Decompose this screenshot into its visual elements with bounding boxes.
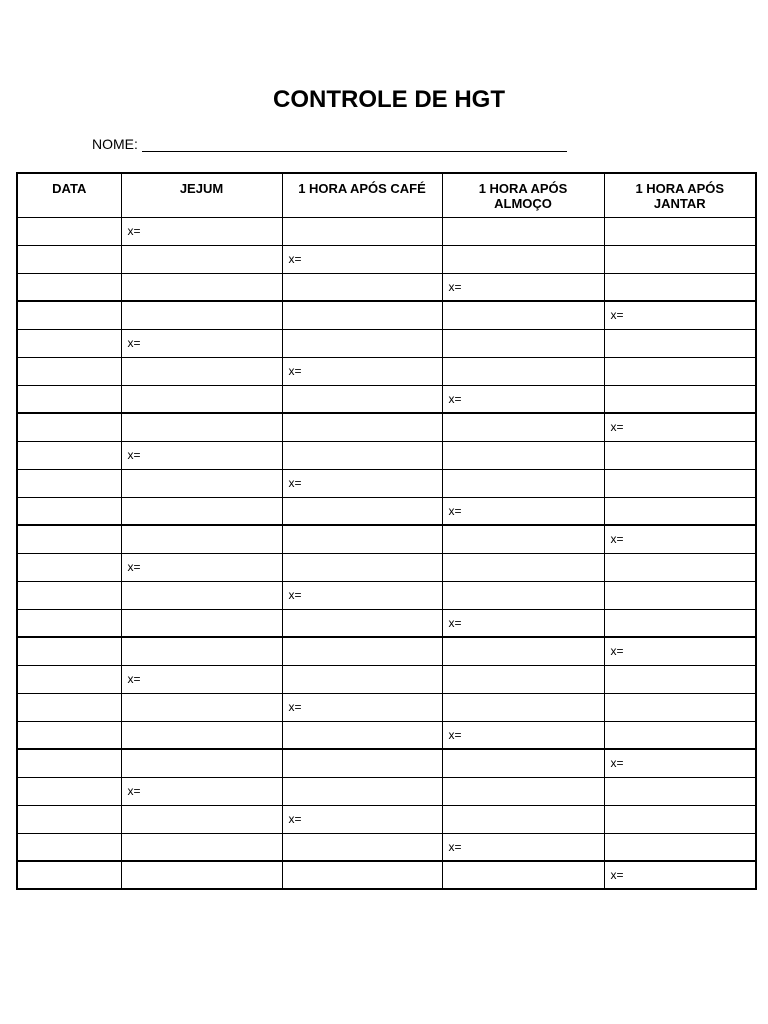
cell-jejum[interactable] [121, 861, 282, 889]
cell-apos-cafe[interactable] [282, 301, 442, 329]
table-row [17, 721, 756, 749]
cell-apos-almoco[interactable] [442, 805, 604, 833]
cell-apos-cafe[interactable] [282, 609, 442, 637]
cell-apos-almoco[interactable] [442, 749, 604, 777]
cell-jejum[interactable] [121, 497, 282, 525]
cell-data[interactable] [17, 861, 121, 889]
page-title: CONTROLE DE HGT [273, 86, 505, 113]
header-apos-cafe: 1 HORA APÓS CAFÉ [282, 173, 442, 217]
cell-jejum[interactable]: x= [121, 777, 282, 805]
cell-apos-jantar[interactable] [604, 385, 756, 413]
cell-jejum[interactable] [121, 525, 282, 553]
table-row [17, 301, 756, 329]
cell-apos-almoco[interactable] [442, 553, 604, 581]
cell-apos-cafe[interactable] [282, 665, 442, 693]
table-row [17, 525, 756, 553]
cell-apos-cafe[interactable] [282, 413, 442, 441]
cell-jejum[interactable] [121, 581, 282, 609]
cell-data[interactable] [17, 581, 121, 609]
cell-apos-jantar[interactable] [604, 273, 756, 301]
cell-data[interactable] [17, 637, 121, 665]
cell-data[interactable] [17, 805, 121, 833]
cell-apos-jantar[interactable] [604, 245, 756, 273]
cell-apos-jantar[interactable]: x= [604, 749, 756, 777]
cell-jejum[interactable]: x= [121, 441, 282, 469]
cell-apos-cafe[interactable] [282, 385, 442, 413]
cell-apos-almoco[interactable]: x= [442, 721, 604, 749]
cell-data[interactable] [17, 525, 121, 553]
cell-apos-jantar[interactable] [604, 609, 756, 637]
cell-data[interactable] [17, 469, 121, 497]
header-apos-almoco: 1 HORA APÓS ALMOÇO [442, 173, 604, 217]
cell-jejum[interactable] [121, 805, 282, 833]
cell-apos-jantar[interactable] [604, 441, 756, 469]
cell-jejum[interactable] [121, 637, 282, 665]
cell-data[interactable] [17, 301, 121, 329]
table-row [17, 413, 756, 441]
cell-apos-jantar[interactable] [604, 553, 756, 581]
table-row [17, 245, 756, 273]
cell-jejum[interactable] [121, 357, 282, 385]
name-field[interactable] [92, 136, 567, 152]
cell-apos-cafe[interactable] [282, 637, 442, 665]
table-row [17, 665, 756, 693]
cell-apos-almoco[interactable] [442, 301, 604, 329]
hgt-table [16, 172, 757, 890]
cell-jejum[interactable] [121, 413, 282, 441]
cell-jejum[interactable] [121, 749, 282, 777]
cell-apos-jantar[interactable]: x= [604, 525, 756, 553]
cell-apos-almoco[interactable]: x= [442, 833, 604, 861]
cell-apos-cafe[interactable] [282, 553, 442, 581]
cell-data[interactable] [17, 441, 121, 469]
table-row [17, 329, 756, 357]
cell-apos-almoco[interactable] [442, 469, 604, 497]
cell-apos-cafe[interactable] [282, 497, 442, 525]
cell-apos-cafe[interactable]: x= [282, 469, 442, 497]
cell-apos-almoco[interactable]: x= [442, 609, 604, 637]
table-row [17, 357, 756, 385]
cell-apos-jantar[interactable]: x= [604, 861, 756, 889]
cell-apos-cafe[interactable] [282, 749, 442, 777]
cell-jejum[interactable]: x= [121, 665, 282, 693]
table-row [17, 217, 756, 245]
cell-apos-jantar[interactable] [604, 497, 756, 525]
table-row [17, 553, 756, 581]
cell-apos-cafe[interactable]: x= [282, 581, 442, 609]
cell-apos-cafe[interactable] [282, 217, 442, 245]
cell-data[interactable] [17, 273, 121, 301]
table-row [17, 749, 756, 777]
cell-apos-jantar[interactable] [604, 805, 756, 833]
cell-apos-almoco[interactable]: x= [442, 497, 604, 525]
cell-apos-cafe[interactable] [282, 525, 442, 553]
cell-apos-cafe[interactable] [282, 441, 442, 469]
cell-apos-cafe[interactable] [282, 777, 442, 805]
table-row [17, 861, 756, 889]
cell-apos-jantar[interactable]: x= [604, 301, 756, 329]
cell-apos-almoco[interactable] [442, 777, 604, 805]
cell-apos-jantar[interactable] [604, 721, 756, 749]
cell-data[interactable] [17, 497, 121, 525]
cell-apos-cafe[interactable] [282, 861, 442, 889]
cell-apos-almoco[interactable] [442, 637, 604, 665]
header-apos-jantar: 1 HORA APÓS JANTAR [604, 173, 756, 217]
cell-jejum[interactable]: x= [121, 329, 282, 357]
table-row [17, 805, 756, 833]
cell-jejum[interactable] [121, 245, 282, 273]
cell-jejum[interactable] [121, 273, 282, 301]
table-row [17, 581, 756, 609]
table-row [17, 637, 756, 665]
cell-apos-almoco[interactable] [442, 357, 604, 385]
cell-apos-cafe[interactable] [282, 329, 442, 357]
cell-apos-cafe[interactable]: x= [282, 805, 442, 833]
table-row [17, 469, 756, 497]
cell-jejum[interactable] [121, 609, 282, 637]
cell-jejum[interactable] [121, 385, 282, 413]
cell-data[interactable] [17, 357, 121, 385]
cell-apos-almoco[interactable] [442, 441, 604, 469]
cell-jejum[interactable]: x= [121, 217, 282, 245]
name-label: NOME: [92, 136, 138, 152]
name-underline[interactable] [142, 137, 567, 152]
cell-data[interactable] [17, 749, 121, 777]
cell-data[interactable] [17, 385, 121, 413]
cell-apos-almoco[interactable]: x= [442, 273, 604, 301]
table-row [17, 385, 756, 413]
cell-data[interactable] [17, 665, 121, 693]
cell-data[interactable] [17, 833, 121, 861]
cell-apos-almoco[interactable] [442, 245, 604, 273]
cell-apos-cafe[interactable]: x= [282, 693, 442, 721]
cell-apos-cafe[interactable] [282, 833, 442, 861]
cell-data[interactable] [17, 217, 121, 245]
cell-apos-jantar[interactable] [604, 217, 756, 245]
cell-apos-jantar[interactable]: x= [604, 637, 756, 665]
cell-apos-almoco[interactable] [442, 217, 604, 245]
header-row [17, 173, 756, 217]
cell-data[interactable] [17, 609, 121, 637]
cell-jejum[interactable] [121, 693, 282, 721]
cell-apos-jantar[interactable] [604, 693, 756, 721]
cell-jejum[interactable] [121, 833, 282, 861]
cell-apos-almoco[interactable] [442, 861, 604, 889]
cell-apos-jantar[interactable] [604, 469, 756, 497]
cell-apos-jantar[interactable] [604, 329, 756, 357]
cell-apos-jantar[interactable] [604, 665, 756, 693]
cell-data[interactable] [17, 721, 121, 749]
cell-apos-cafe[interactable] [282, 721, 442, 749]
cell-jejum[interactable]: x= [121, 553, 282, 581]
header-data: DATA [17, 173, 121, 217]
cell-apos-jantar[interactable] [604, 581, 756, 609]
cell-apos-almoco[interactable] [442, 413, 604, 441]
cell-jejum[interactable] [121, 469, 282, 497]
table-row [17, 497, 756, 525]
cell-apos-almoco[interactable] [442, 693, 604, 721]
cell-apos-almoco[interactable] [442, 525, 604, 553]
table-row [17, 693, 756, 721]
cell-data[interactable] [17, 245, 121, 273]
cell-jejum[interactable] [121, 301, 282, 329]
table-row [17, 777, 756, 805]
cell-data[interactable] [17, 693, 121, 721]
cell-data[interactable] [17, 329, 121, 357]
cell-apos-jantar[interactable]: x= [604, 413, 756, 441]
cell-apos-jantar[interactable] [604, 777, 756, 805]
cell-apos-cafe[interactable]: x= [282, 245, 442, 273]
cell-data[interactable] [17, 413, 121, 441]
cell-apos-almoco[interactable] [442, 665, 604, 693]
cell-apos-almoco[interactable]: x= [442, 385, 604, 413]
table-row [17, 441, 756, 469]
table-row [17, 833, 756, 861]
cell-apos-cafe[interactable] [282, 273, 442, 301]
cell-apos-jantar[interactable] [604, 833, 756, 861]
cell-data[interactable] [17, 553, 121, 581]
header-jejum: JEJUM [121, 173, 282, 217]
cell-apos-almoco[interactable] [442, 329, 604, 357]
cell-apos-cafe[interactable]: x= [282, 357, 442, 385]
table-row [17, 273, 756, 301]
cell-apos-jantar[interactable] [604, 357, 756, 385]
cell-apos-almoco[interactable] [442, 581, 604, 609]
cell-data[interactable] [17, 777, 121, 805]
table-row [17, 609, 756, 637]
cell-jejum[interactable] [121, 721, 282, 749]
